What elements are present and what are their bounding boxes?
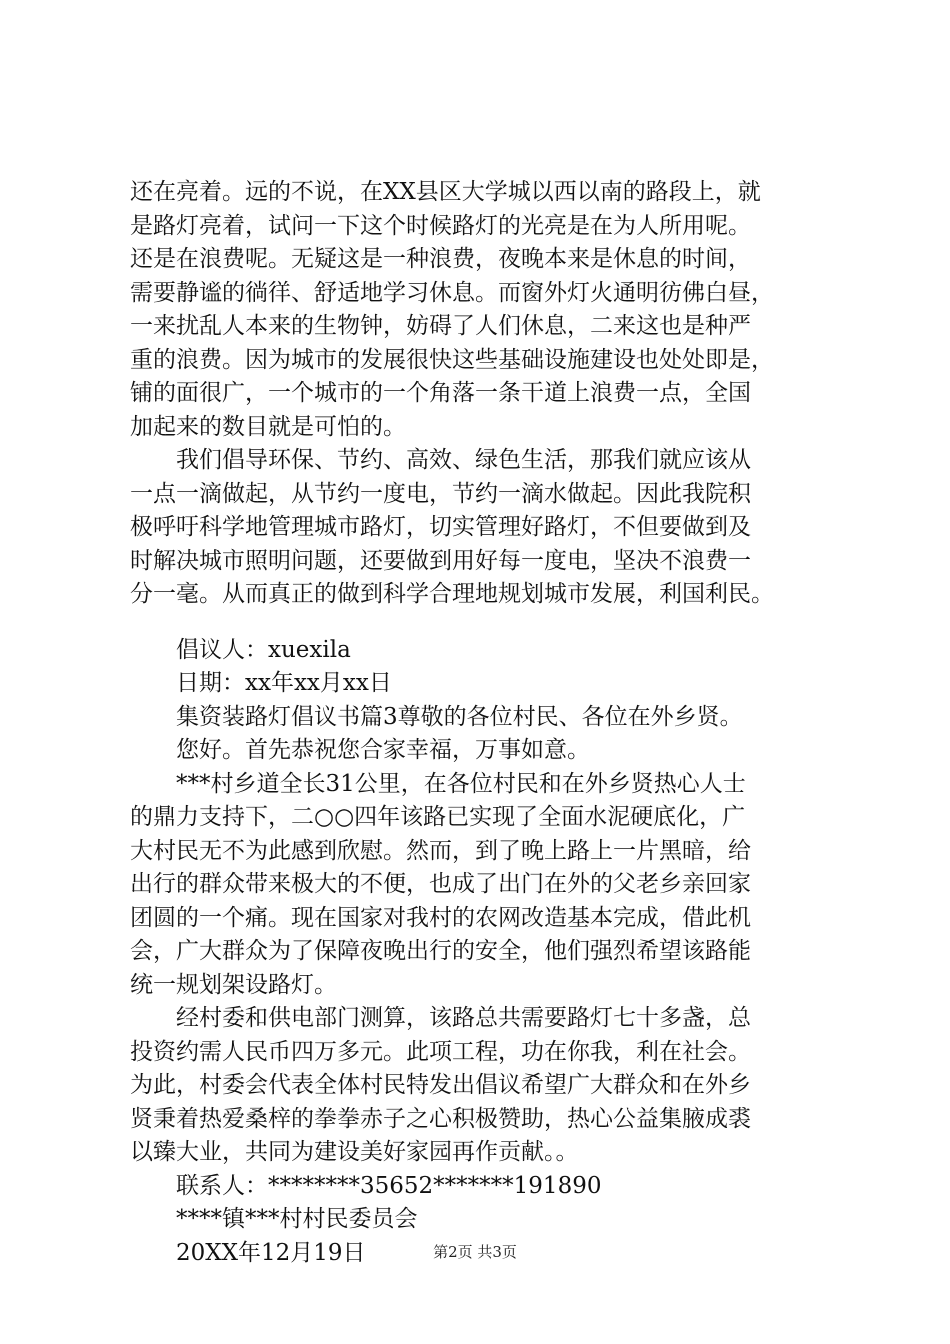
text-line: 以臻大业，共同为建设美好家园再作贡献。。: [130, 1139, 579, 1165]
text-line: 重的浪费。因为城市的发展很快这些基础设施建设也处处即是，: [130, 346, 774, 373]
text-line: 铺的面很广，一个城市的一个角落一条干道上浪费一点，全国: [130, 380, 751, 406]
paragraph-gap: [130, 612, 830, 634]
text-line: 统一规划架设路灯。: [130, 971, 337, 998]
text-line: 经村委和供电部门测算，该路总共需要路灯七十多盏，总: [130, 1005, 751, 1031]
text-line: 20XX年12月19日: [130, 1239, 366, 1266]
text-line: 日期：xx年xx月xx日: [130, 670, 392, 696]
text-line: ****镇***村村民委员会: [130, 1206, 418, 1232]
text-line: 您好。首先恭祝您合家幸福，万事如意。: [130, 737, 590, 763]
text-line: 贤秉着热爱桑梓的拳拳赤子之心积极赞助，热心公益集腋成裘: [130, 1105, 751, 1132]
text-line: 联系人：********35652*******191890: [130, 1172, 602, 1199]
text-line: 大村民无不为此感到欣慰。然而，到了晚上路上一片黑暗，给: [130, 837, 751, 864]
text-line: 会，广大群众为了保障夜晚出行的安全，他们强烈希望该路能: [130, 938, 751, 964]
text-line: 出行的群众带来极大的不便，也成了出门在外的父老乡亲回家: [130, 871, 751, 897]
text-line: 集资装路灯倡议书篇3尊敬的各位村民、各位在外乡贤。: [130, 703, 743, 730]
text-line: 还在亮着。远的不说，在XX县区大学城以西以南的路段上，就: [130, 179, 761, 205]
text-line: 一点一滴做起，从节约一度电，节约一滴水做起。因此我院积: [130, 480, 751, 507]
text-line: ***村乡道全长31公里，在各位村民和在外乡贤热心人士: [130, 770, 746, 797]
text-line: 为此，村委会代表全体村民特发出倡议希望广大群众和在外乡: [130, 1072, 751, 1098]
text-line: 团圆的一个痛。现在国家对我村的农网改造基本完成，借此机: [130, 904, 751, 931]
text-line: 的鼎力支持下，二○○四年该路已实现了全面水泥硬底化，广: [130, 804, 746, 830]
text-line: 极呼吁科学地管理城市路灯，切实管理好路灯，不但要做到及: [130, 514, 751, 540]
text-line: 加起来的数目就是可怕的。: [130, 413, 406, 440]
page-number-footer: 第2页 共3页: [433, 1243, 517, 1261]
document-body: [130, 176, 830, 1270]
text-line: 还是在浪费呢。无疑这是一种浪费，夜晚本来是休息的时间，: [130, 246, 751, 272]
text-line: 倡议人：xuexila: [130, 636, 351, 663]
text-line: 投资约需人民币四万多元。此项工程，功在你我，利在社会。: [130, 1038, 751, 1065]
text-line: 我们倡导环保、节约、高效、绿色生活，那我们就应该从: [130, 447, 751, 473]
text-line: 一来扰乱人本来的生物钟，妨碍了人们休息，二来这也是种严: [130, 313, 751, 339]
text-line: 是路灯亮着，试问一下这个时候路灯的光亮是在为人所用呢。: [130, 212, 751, 239]
text-line: 需要静谧的徜徉、舒适地学习休息。而窗外灯火通明彷佛白昼，: [130, 279, 774, 306]
text-line: 分一毫。从而真正的做到科学合理地规划城市发展，利国利民。: [130, 581, 774, 607]
text-line: 时解决城市照明问题，还要做到用好每一度电，坚决不浪费一: [130, 547, 751, 574]
